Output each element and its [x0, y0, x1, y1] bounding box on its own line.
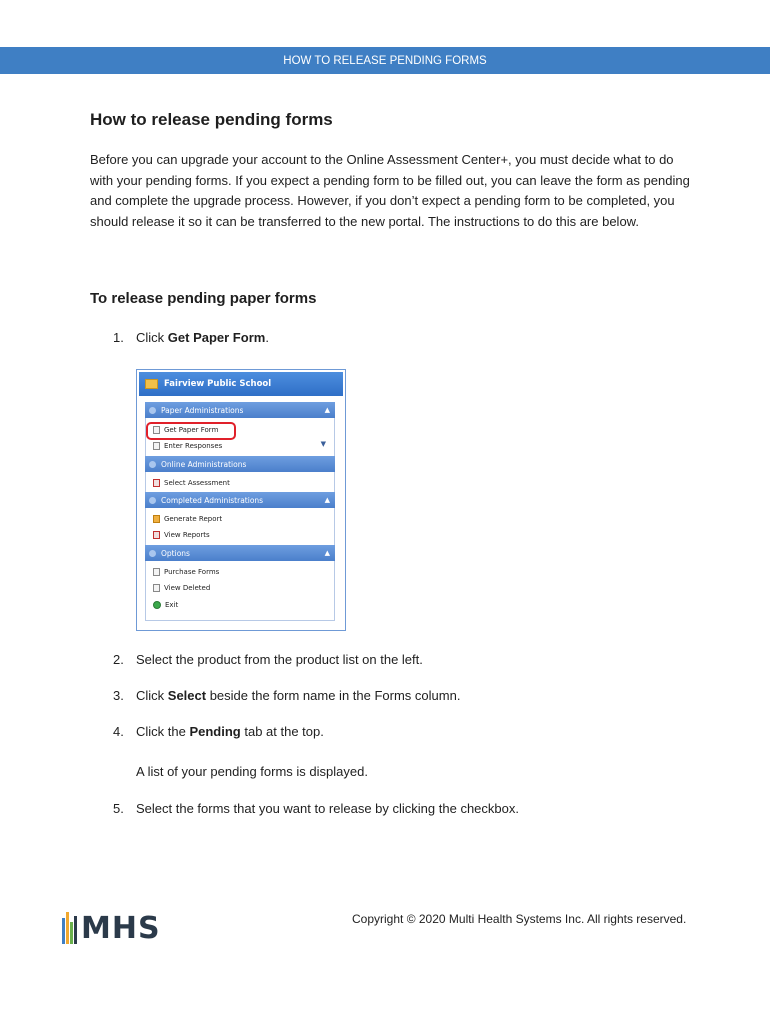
step-number: 1. — [113, 330, 124, 345]
step-5 — [113, 800, 519, 818]
section-completed-administrations[interactable] — [145, 492, 335, 508]
step-text-end: tab at the top. — [240, 724, 324, 739]
section-body — [145, 472, 335, 492]
step-number: 3. — [113, 688, 124, 703]
menu-item-view-reports[interactable] — [153, 529, 210, 541]
section-title: Paper Administrations — [161, 405, 244, 415]
step-number: 2. — [113, 652, 124, 667]
chevron-up-icon[interactable]: ▲ — [324, 549, 330, 557]
folder-icon — [145, 379, 158, 389]
menu-item-exit[interactable] — [153, 599, 178, 611]
mhs-logo — [62, 912, 161, 944]
header-title: HOW TO RELEASE PENDING FORMS — [283, 54, 487, 67]
step-text: Select the forms that you want to release by clicking the checkbox. — [136, 801, 519, 816]
menu-item-generate-report[interactable] — [153, 513, 222, 525]
logo-text: MHS — [81, 911, 161, 946]
document-icon — [153, 568, 160, 576]
section-icon — [149, 461, 156, 468]
step-text-end: . — [265, 330, 269, 345]
menu-item-label: Get Paper Form — [164, 426, 219, 434]
step-bold-text: Pending — [189, 724, 241, 739]
step-3 — [113, 687, 460, 705]
section-body — [145, 508, 335, 545]
section-title: Online Administrations — [161, 459, 247, 469]
report-folder-icon — [153, 515, 160, 523]
menu-item-select-assessment[interactable] — [153, 477, 230, 489]
chevron-up-icon[interactable]: ▲ — [324, 496, 330, 504]
trash-icon — [153, 584, 160, 592]
header-bar — [0, 47, 770, 74]
section-paper-administrations[interactable] — [145, 402, 335, 418]
copyright-text: Copyright © 2020 Multi Health Systems Inc. All rights reserved. — [352, 912, 687, 926]
step-1 — [113, 329, 269, 347]
step-number: 4. — [113, 724, 124, 739]
menu-item-label: Select Assessment — [164, 479, 230, 487]
section-heading: To release pending paper forms — [90, 290, 317, 307]
panel-title-bar — [139, 372, 343, 396]
menu-item-label: Generate Report — [164, 515, 223, 523]
intro-paragraph: Before you can upgrade your account to the Online Assessment Center+, you must decide what to do with your pending forms. If you expect a pending form to be filled out, you can leave the form as pending and complete the upgrade process. However, if you don’t expect a pending form to be completed, you should release it so it can be transferred to the new portal. The instructions to do this are below. — [90, 152, 690, 229]
step-text: Click — [136, 330, 168, 345]
section-body — [145, 561, 335, 621]
highlight-circle — [146, 422, 236, 440]
assessment-icon — [153, 479, 160, 487]
step-2 — [113, 651, 423, 669]
menu-item-label: Exit — [165, 601, 179, 609]
step-text: Select the product from the product list on the left. — [136, 652, 423, 667]
chevron-down-icon[interactable]: ▼ — [320, 440, 326, 448]
step-bold-text: Get Paper Form — [167, 330, 266, 345]
menu-item-label: Enter Responses — [164, 442, 223, 450]
logo-bars-icon — [62, 912, 77, 944]
document-icon — [153, 442, 160, 450]
step-text: Click — [136, 688, 168, 703]
view-report-icon — [153, 531, 160, 539]
step-text-end: beside the form name in the Forms column. — [206, 688, 461, 703]
menu-item-view-deleted[interactable] — [153, 582, 210, 594]
menu-item-label: Purchase Forms — [164, 568, 220, 576]
step-4 — [113, 723, 324, 741]
section-options[interactable] — [145, 545, 335, 561]
section-title: Completed Administrations — [161, 495, 264, 505]
exit-icon — [153, 601, 161, 609]
menu-item-purchase-forms[interactable] — [153, 566, 219, 578]
section-icon — [149, 497, 156, 504]
navigation-panel-screenshot — [136, 369, 346, 631]
page-title: How to release pending forms — [90, 110, 333, 129]
step-number: 5. — [113, 801, 124, 816]
section-title: Options — [161, 548, 190, 558]
menu-item-enter-responses[interactable] — [153, 440, 222, 452]
menu-item-label: View Reports — [164, 531, 210, 539]
school-name: Fairview Public School — [164, 379, 272, 389]
step-text: Click the — [136, 724, 190, 739]
chevron-up-icon[interactable]: ▲ — [324, 406, 330, 414]
section-icon — [149, 407, 156, 414]
step-4-note: A list of your pending forms is displayed. — [136, 764, 368, 779]
menu-item-label: View Deleted — [164, 584, 211, 592]
section-online-administrations[interactable] — [145, 456, 335, 472]
section-icon — [149, 550, 156, 557]
step-bold-text: Select — [167, 688, 207, 703]
